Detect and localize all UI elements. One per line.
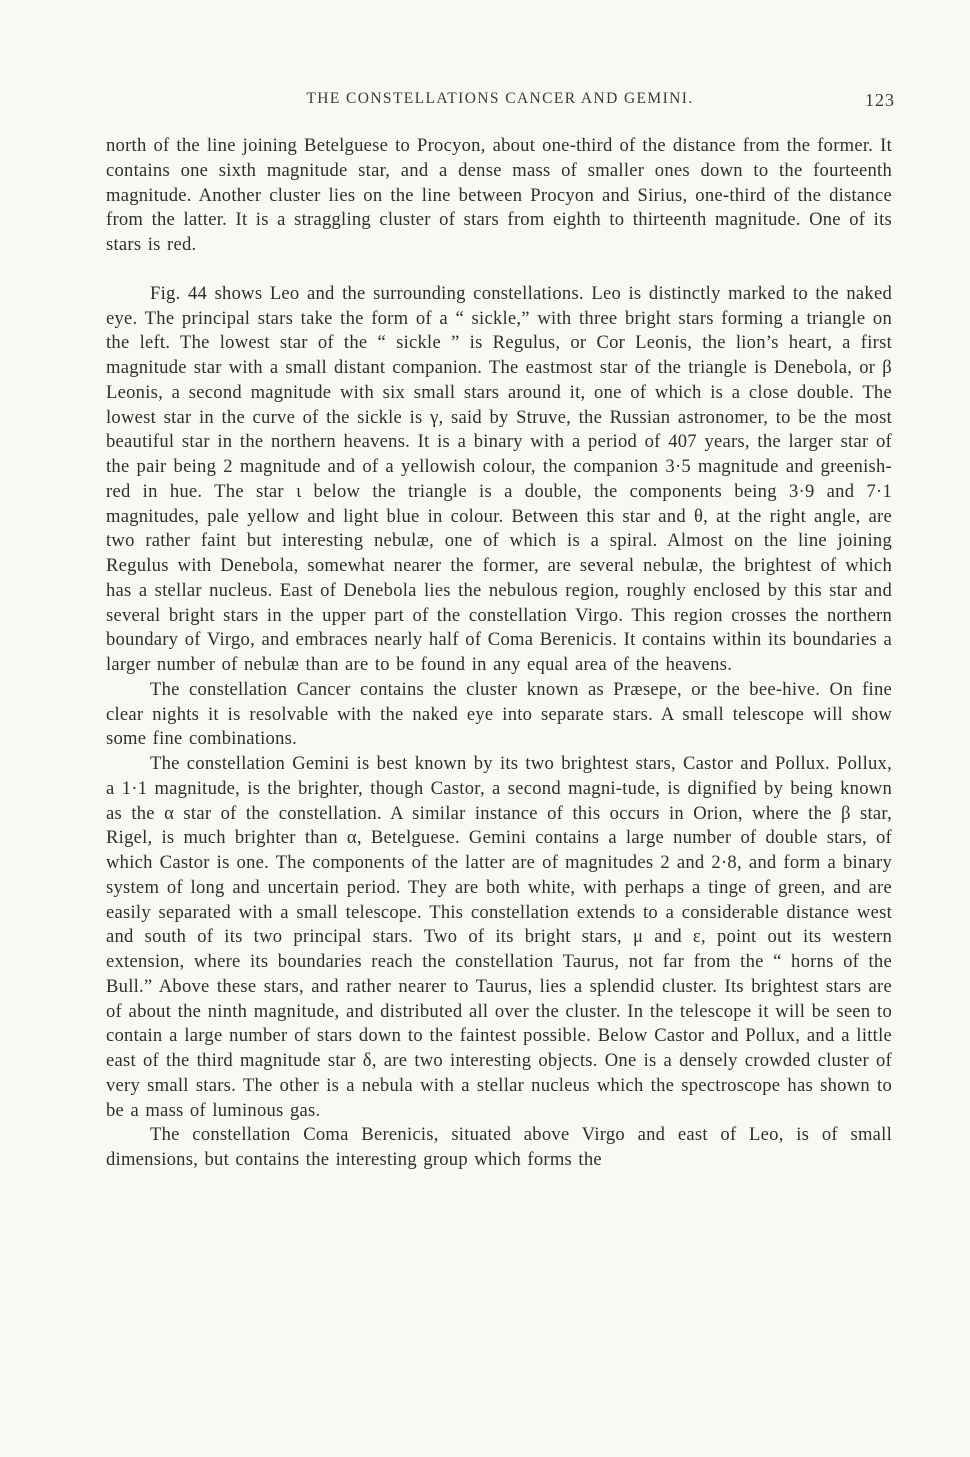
paragraph-continuation: north of the line joining Betelguese to Procyon, about one-third of the distance from the former. It contains one sixth magnitude star, and a dense mass of smaller ones down to the fourteenth magnitude. Another cluster lies on the line between Procyon and Sirius, one-third of the distance from the latter. It is a straggling cluster of stars from eighth to thirteenth magnitude. One of its stars is red. (106, 135, 892, 255)
page-number: 123 (865, 90, 895, 110)
paragraph-cancer: The constellation Cancer contains the cluster known as Præsepe, or the bee-hive. On fine clear nights it is resolvable with the naked eye into separate stars. A small telescope will show some fine combinations. (106, 678, 892, 750)
body-text (106, 134, 892, 1173)
running-title: THE CONSTELLATIONS CANCER AND GEMINI. (306, 90, 694, 107)
paragraph-gemini: The constellation Gemini is best known by its two brightest stars, Castor and Pollux. Pollux, a 1·1 magnitude, is the brighter, though Castor, a second magni-tude, is dignified by being known as the α star of the constellation. A similar instance of this occurs in Orion, where the β star, Rigel, is much brighter than α, Betelguese. Gemini contains a large number of double stars, of which Castor is one. The components of the latter are of magnitudes 2 and 2·8, and form a binary system of long and uncertain period. They are both white, with perhaps a tinge of green, and are easily separated with a small telescope. This constellation extends to a considerable distance west and south of its two principal stars. Two of its bright stars, μ and ε, point out its western extension, where its boundaries reach the constellation Taurus, not far from the “ horns of the Bull.” Above these stars, and rather nearer to Taurus, lies a splendid cluster. Its brightest stars are of about the ninth magnitude, and distributed all over the cluster. In the telescope it will be seen to contain a large number of stars down to the faintest possible. Below Castor and Pollux, and a little east of the third magnitude star δ, are two interesting objects. One is a densely crowded cluster of very small stars. The other is a nebula with a stellar nucleus which the spectroscope has shown to be a mass of luminous gas. (106, 753, 892, 1121)
running-head (105, 90, 895, 114)
paragraph-coma-berenicis: The constellation Coma Berenicis, situated above Virgo and east of Leo, is of small dimensions, but contains the interesting group which forms the (106, 1124, 892, 1170)
paragraph-leo: Fig. 44 shows Leo and the surrounding constellations. Leo is distinctly marked to the naked eye. The principal stars take the form of a “ sickle,” with three bright stars forming a triangle on the left. The lowest star of the “ sickle ” is Regulus, or Cor Leonis, the lion’s heart, a first magnitude star with a small distant companion. The eastmost star of the triangle is Denebola, or β Leonis, a second magnitude with six small stars around it, one of which is a close double. The lowest star in the curve of the sickle is γ, said by Struve, the Russian astronomer, to be the most beautiful star in the northern heavens. It is a binary with a period of 407 years, the larger star of the pair being 2 magnitude and of a yellowish colour, the companion 3·5 magnitude and greenish-red in hue. The star ι below the triangle is a double, the components being 3·9 and 7·1 magnitudes, pale yellow and light blue in colour. Between this star and θ, at the right angle, are two rather faint but interesting nebulæ, one of which is a spiral. Almost on the line joining Regulus with Denebola, somewhat nearer the former, are several nebulæ, the brightest of which has a stellar nucleus. East of Denebola lies the nebulous region, roughly enclosed by this star and several bright stars in the upper part of the constellation Virgo. This region crosses the northern boundary of Virgo, and embraces nearly half of Coma Berenicis. It contains within its boundaries a larger number of nebulæ than are to be found in any equal area of the heavens. (106, 282, 892, 675)
